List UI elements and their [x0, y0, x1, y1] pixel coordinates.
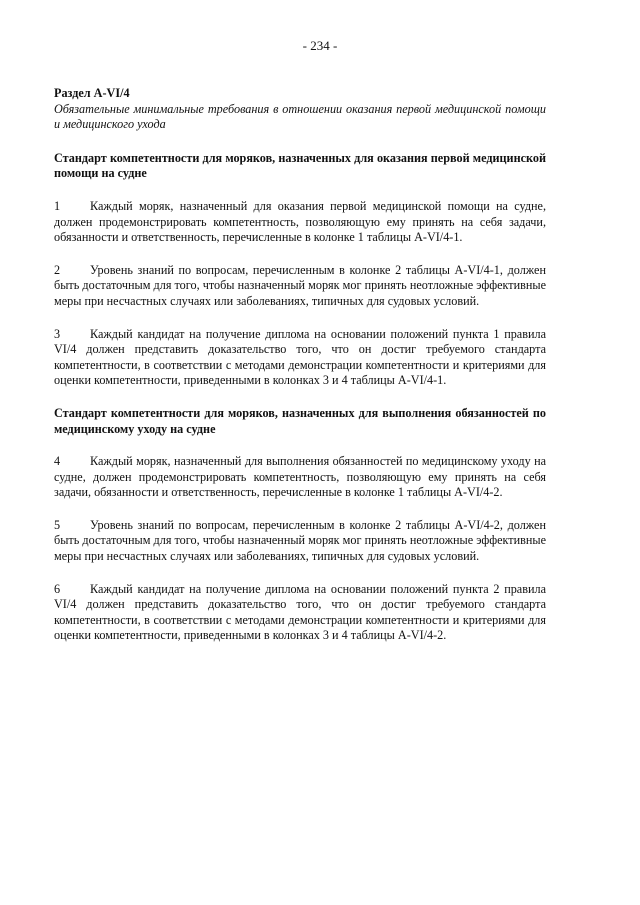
paragraph-text: Уровень знаний по вопросам, перечисленным в колонке 2 таблицы A-VI/4-2, должен быть достаточным для того, чтобы назначенный моряк мог принять неотложные эффективные меры при несчастных случаях или заболеваниях, типичных для судовых условий. [54, 517, 546, 564]
paragraph-text: Каждый моряк, назначенный для выполнения обязанностей по медицинскому уходу на судне, должен продемонстрировать компетентность, позволяющую ему принять на себя задачи, обязанности и ответственность, перечисленные в колонке 1 таблицы A-VI/4-2. [54, 454, 546, 500]
page-content [54, 86, 546, 661]
paragraph-number: 2 [54, 262, 61, 277]
section-subtitle: Обязательные минимальные требования в отношении оказания первой медицинской помощи и медицинского ухода [54, 101, 546, 132]
paragraph-6 [54, 582, 546, 644]
standard-heading-first-aid: Стандарт компетентности для моряков, назначенных для оказания первой медицинской помощи на судне [54, 150, 546, 181]
paragraph-number: 5 [54, 517, 61, 532]
paragraph-number: 3 [54, 326, 61, 341]
standard-heading-medical-care: Стандарт компетентности для моряков, назначенных для выполнения обязанностей по медицинскому уходу на судне [54, 405, 546, 436]
paragraph-5 [54, 518, 546, 565]
paragraph-text: Каждый кандидат на получение диплома на основании положений пункта 1 правила VI/4 должен представить доказательство того, что он достиг требуемого стандарта компетентности, в соответствии с методами демонстрации компетентности и критериями для оценки компетентности, приведенными в колонках 3 и 4 таблицы A-VI/4-1. [54, 326, 546, 388]
paragraph-text: Уровень знаний по вопросам, перечисленным в колонке 2 таблицы A-VI/4-1, должен быть достаточным для того, чтобы назначенный моряк мог принять неотложные эффективные меры при несчастных случаях или заболеваниях, типичных для судовых условий. [54, 262, 546, 308]
paragraph-number: 6 [54, 581, 61, 596]
section-title: Раздел A-VI/4 [54, 86, 130, 100]
paragraph-number: 4 [54, 454, 61, 469]
paragraph-3 [54, 327, 546, 389]
paragraph-text: Каждый кандидат на получение диплома на основании положений пункта 2 правила VI/4 должен представить доказательство того, что он достиг требуемого стандарта компетентности, в соответствии с методами демонстрации компетентности и критериями для оценки компетентности, приведенными в колонках 3 и 4 таблицы A-VI/4-2. [54, 581, 546, 643]
paragraph-text: Каждый моряк, назначенный для оказания первой медицинской помощи на судне, должен продемонстрировать компетентность, позволяющую ему принять на себя задачи, обязанности и ответственность, перечисленные в колонке 1 таблицы A-VI/4-1. [54, 198, 546, 245]
paragraph-4 [54, 454, 546, 501]
paragraph-1 [54, 199, 546, 246]
paragraph-2 [54, 263, 546, 310]
page-number: - 234 - [302, 38, 338, 53]
paragraph-number: 1 [54, 198, 61, 213]
